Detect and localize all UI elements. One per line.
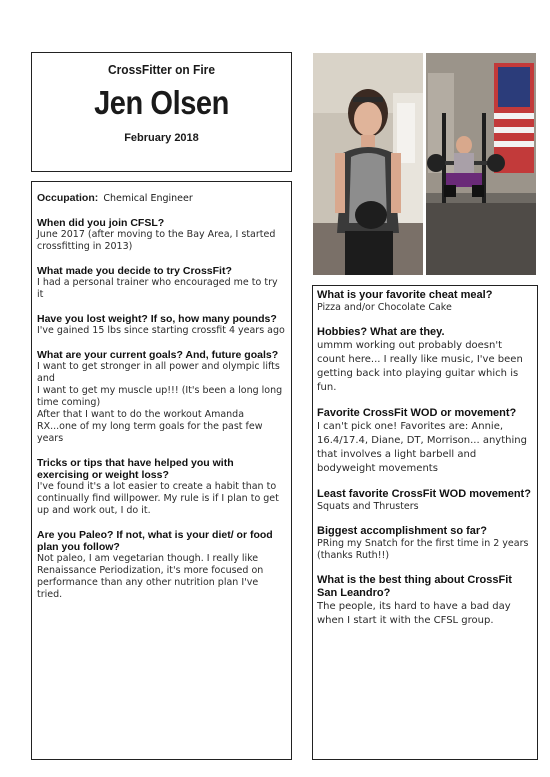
question: What is the best thing about CrossFit San Leandro? [317,574,512,599]
issue-date: February 2018 [124,132,199,144]
question: When did you join CFSL? [37,217,165,229]
gym-photo [426,53,536,275]
question: Favorite CrossFit WOD or movement? [317,407,517,419]
answer: Squats and Thrusters [317,501,419,512]
answer: Not paleo, I am vegetarian though. I really like Renaissance Periodization, it's more focused on performance than any other nutrition plan I've tried. [37,553,264,600]
answer: I can't pick one! Favorites are: Annie, 16.4/17.4, Diane, DT, Morrison... anything that involves a light barbell and bodyweight movements [317,421,527,474]
right-qa-box [312,285,538,760]
question: Tricks or tips that have helped you with exercising or weight loss? [37,457,234,481]
answer: I've gained 15 lbs since starting crossfit 4 years ago [37,325,285,336]
answer: I've found it's a lot easier to create a habit than to continually find willpower. My rule is if I plan to get up and work out, I do it. [37,481,279,516]
occupation-line [37,186,286,205]
answer: Pizza and/or Chocolate Cake [317,302,452,313]
header-kicker: CrossFitter on Fire [107,62,215,77]
question: Biggest accomplishment so far? [317,525,487,537]
occupation-value: Chemical Engineer [103,193,193,204]
question: Have you lost weight? If so, how many pounds? [37,313,277,325]
header-box [31,52,292,172]
answer: The people, its hard to have a bad day when I start it with the CFSL group. [317,601,511,626]
occupation-label: Occupation: [37,192,99,204]
portrait-photo [313,53,423,275]
answer: ummm working out probably doesn't count here... I really like music, I've been getting back into playing guitar which is fun. [317,340,523,393]
question: Least favorite CrossFit WOD movement? [317,488,531,500]
question: What made you decide to try CrossFit? [37,265,232,277]
question: Are you Paleo? If not, what is your diet/ or food plan you follow? [37,529,273,553]
answer: June 2017 (after moving to the Bay Area, I started crossfitting in 2013) [37,229,276,252]
answer: I want to get stronger in all power and olympic lifts and I want to get my muscle up!!! (It's been a long long time coming) After that I want to do the workout Amanda RX...one of my long term goals for the past few years [37,361,283,444]
answer: I had a personal trainer who encouraged me to try it [37,277,278,300]
question: Hobbies? What are they. [317,326,445,338]
member-name: Jen Olsen [94,84,229,121]
question: What is your favorite cheat meal? [317,289,493,301]
answer: PRing my Snatch for the first time in 2 years (thanks Ruth!!) [317,538,529,561]
left-qa-box [31,181,292,760]
question: What are your current goals? And, future goals? [37,349,279,361]
